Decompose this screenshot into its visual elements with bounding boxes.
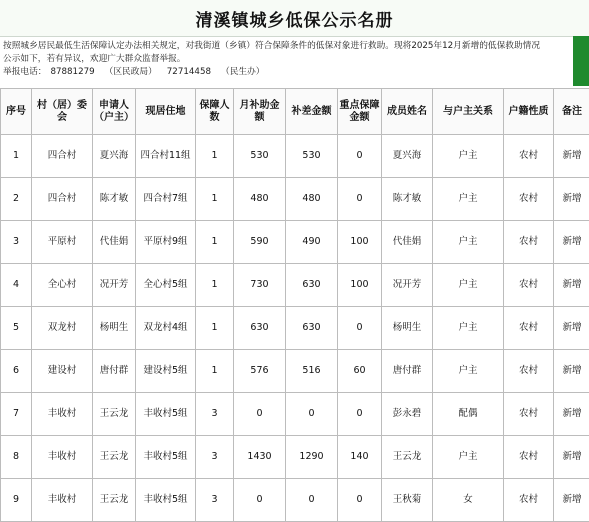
column-header: 与户主关系 <box>433 89 504 135</box>
cell-row-index: 2 <box>1 178 32 221</box>
table-row <box>1 135 589 178</box>
cell-applicant-name: 夏兴海 <box>93 135 136 178</box>
cell-remark: 新增 <box>554 350 589 393</box>
cell-member-name: 彭永碧 <box>382 393 433 436</box>
cell-applicant-name: 王云龙 <box>93 393 136 436</box>
table-header-row <box>1 89 589 135</box>
cell-covered-count: 1 <box>196 264 234 307</box>
cell-key-support-amount: 140 <box>338 436 382 479</box>
cell-difference-amount: 0 <box>286 393 338 436</box>
phone-note-1: （区民政局） <box>105 67 157 77</box>
cell-covered-count: 1 <box>196 178 234 221</box>
cell-applicant-name: 陈才敏 <box>93 178 136 221</box>
cell-applicant-name: 杨明生 <box>93 307 136 350</box>
cell-member-name: 王秋菊 <box>382 479 433 522</box>
column-header: 保障人数 <box>196 89 234 135</box>
cell-monthly-subsidy: 1430 <box>234 436 286 479</box>
notice-line-2: 公示如下，若有异议，欢迎广大群众监督举报。 <box>3 53 558 66</box>
table-row <box>1 479 589 522</box>
cell-difference-amount: 490 <box>286 221 338 264</box>
cell-key-support-amount: 0 <box>338 135 382 178</box>
cell-row-index: 7 <box>1 393 32 436</box>
notice-text <box>0 37 560 83</box>
cell-remark: 新增 <box>554 135 589 178</box>
cell-row-index: 6 <box>1 350 32 393</box>
column-header: 备注 <box>554 89 589 135</box>
cell-household-type: 农村 <box>504 350 554 393</box>
cell-key-support-amount: 0 <box>338 307 382 350</box>
cell-remark: 新增 <box>554 178 589 221</box>
cell-difference-amount: 530 <box>286 135 338 178</box>
cell-applicant-name: 代佳娟 <box>93 221 136 264</box>
cell-covered-count: 1 <box>196 221 234 264</box>
cell-monthly-subsidy: 630 <box>234 307 286 350</box>
column-header: 重点保障金额 <box>338 89 382 135</box>
cell-village-committee: 丰收村 <box>32 479 93 522</box>
cell-relation-to-head: 户主 <box>433 178 504 221</box>
phone-number-1: 87881279 <box>50 67 94 77</box>
notice-line-1: 按照城乡居民最低生活保障认定办法相关规定，对我街道（乡镇）符合保障条件的低保对象进行救助。现将2025年12月新增的低保救助情况 <box>3 40 558 53</box>
cell-remark: 新增 <box>554 393 589 436</box>
cell-difference-amount: 480 <box>286 178 338 221</box>
cell-row-index: 1 <box>1 135 32 178</box>
cell-covered-count: 1 <box>196 135 234 178</box>
cell-row-index: 9 <box>1 479 32 522</box>
cell-member-name: 陈才敏 <box>382 178 433 221</box>
column-header: 申请人（户主） <box>93 89 136 135</box>
cell-village-committee: 建设村 <box>32 350 93 393</box>
column-header: 村（居）委会 <box>32 89 93 135</box>
phone-label: 举报电话： <box>3 67 46 77</box>
cell-household-type: 农村 <box>504 479 554 522</box>
cell-relation-to-head: 配偶 <box>433 393 504 436</box>
cell-monthly-subsidy: 576 <box>234 350 286 393</box>
cell-village-committee: 四合村 <box>32 135 93 178</box>
cell-applicant-name: 况开芳 <box>93 264 136 307</box>
phone-number-2: 72714458 <box>167 67 211 77</box>
table-row <box>1 221 589 264</box>
report-phone-line <box>3 66 558 79</box>
cell-applicant-name: 王云龙 <box>93 479 136 522</box>
cell-household-type: 农村 <box>504 393 554 436</box>
cell-household-type: 农村 <box>504 178 554 221</box>
cell-member-name: 杨明生 <box>382 307 433 350</box>
table-row <box>1 436 589 479</box>
cell-monthly-subsidy: 480 <box>234 178 286 221</box>
cell-residence: 丰收村5组 <box>136 393 196 436</box>
cell-key-support-amount: 100 <box>338 221 382 264</box>
table-row <box>1 178 589 221</box>
table-row <box>1 307 589 350</box>
cell-difference-amount: 1290 <box>286 436 338 479</box>
cell-household-type: 农村 <box>504 264 554 307</box>
cell-relation-to-head: 户主 <box>433 135 504 178</box>
cell-residence: 丰收村5组 <box>136 436 196 479</box>
cell-residence: 平原村9组 <box>136 221 196 264</box>
cell-village-committee: 全心村 <box>32 264 93 307</box>
cell-monthly-subsidy: 730 <box>234 264 286 307</box>
cell-residence: 全心村5组 <box>136 264 196 307</box>
cell-monthly-subsidy: 530 <box>234 135 286 178</box>
cell-household-type: 农村 <box>504 436 554 479</box>
cell-household-type: 农村 <box>504 307 554 350</box>
cell-relation-to-head: 女 <box>433 479 504 522</box>
cell-monthly-subsidy: 590 <box>234 221 286 264</box>
cell-covered-count: 3 <box>196 479 234 522</box>
cell-residence: 四合村11组 <box>136 135 196 178</box>
cell-row-index: 4 <box>1 264 32 307</box>
cell-monthly-subsidy: 0 <box>234 479 286 522</box>
column-header: 月补助金额 <box>234 89 286 135</box>
column-header: 户籍性质 <box>504 89 554 135</box>
table-body <box>1 135 589 522</box>
column-header: 现居住地 <box>136 89 196 135</box>
cell-member-name: 代佳娟 <box>382 221 433 264</box>
cell-village-committee: 双龙村 <box>32 307 93 350</box>
column-header: 成员姓名 <box>382 89 433 135</box>
cell-covered-count: 1 <box>196 350 234 393</box>
cell-remark: 新增 <box>554 264 589 307</box>
table-row <box>1 350 589 393</box>
cell-remark: 新增 <box>554 436 589 479</box>
cell-applicant-name: 唐付群 <box>93 350 136 393</box>
cell-applicant-name: 王云龙 <box>93 436 136 479</box>
cell-key-support-amount: 60 <box>338 350 382 393</box>
cell-village-committee: 丰收村 <box>32 393 93 436</box>
cell-village-committee: 四合村 <box>32 178 93 221</box>
cell-key-support-amount: 0 <box>338 178 382 221</box>
cell-remark: 新增 <box>554 307 589 350</box>
cell-difference-amount: 516 <box>286 350 338 393</box>
column-header: 补差金额 <box>286 89 338 135</box>
cell-residence: 双龙村4组 <box>136 307 196 350</box>
phone-note-2: （民生办） <box>221 67 264 77</box>
cell-remark: 新增 <box>554 221 589 264</box>
table-row <box>1 264 589 307</box>
cell-row-index: 5 <box>1 307 32 350</box>
cell-village-committee: 丰收村 <box>32 436 93 479</box>
cell-member-name: 唐付群 <box>382 350 433 393</box>
cell-relation-to-head: 户主 <box>433 264 504 307</box>
cell-household-type: 农村 <box>504 221 554 264</box>
page-title: 清溪镇城乡低保公示名册 <box>0 0 589 37</box>
cell-member-name: 王云龙 <box>382 436 433 479</box>
cell-household-type: 农村 <box>504 135 554 178</box>
cell-relation-to-head: 户主 <box>433 436 504 479</box>
cell-row-index: 3 <box>1 221 32 264</box>
cell-member-name: 夏兴海 <box>382 135 433 178</box>
cell-difference-amount: 0 <box>286 479 338 522</box>
cell-residence: 丰收村5组 <box>136 479 196 522</box>
cell-difference-amount: 630 <box>286 307 338 350</box>
cell-village-committee: 平原村 <box>32 221 93 264</box>
cell-covered-count: 3 <box>196 393 234 436</box>
cell-residence: 四合村7组 <box>136 178 196 221</box>
cell-relation-to-head: 户主 <box>433 221 504 264</box>
cell-member-name: 况开芳 <box>382 264 433 307</box>
cell-key-support-amount: 0 <box>338 479 382 522</box>
cell-relation-to-head: 户主 <box>433 350 504 393</box>
cell-remark: 新增 <box>554 479 589 522</box>
cell-residence: 建设村5组 <box>136 350 196 393</box>
cell-key-support-amount: 100 <box>338 264 382 307</box>
cell-row-index: 8 <box>1 436 32 479</box>
cell-covered-count: 3 <box>196 436 234 479</box>
table-row <box>1 393 589 436</box>
cell-difference-amount: 630 <box>286 264 338 307</box>
cell-covered-count: 1 <box>196 307 234 350</box>
cell-key-support-amount: 0 <box>338 393 382 436</box>
green-side-strip <box>573 36 589 86</box>
cell-monthly-subsidy: 0 <box>234 393 286 436</box>
column-header: 序号 <box>1 89 32 135</box>
roster-table <box>0 88 589 522</box>
cell-relation-to-head: 户主 <box>433 307 504 350</box>
